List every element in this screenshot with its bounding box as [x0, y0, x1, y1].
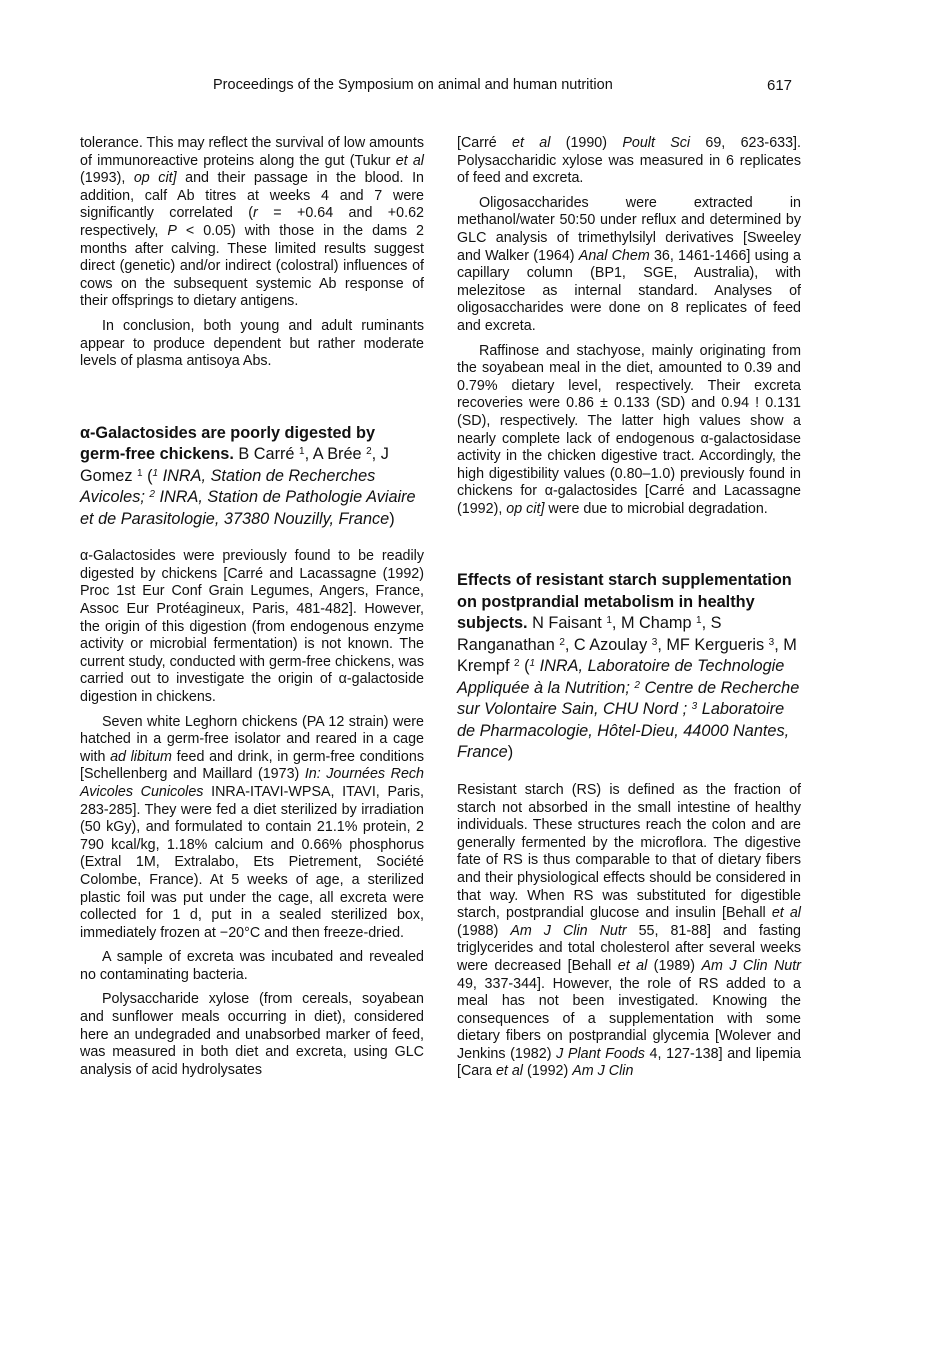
paragraph: [Carré et al (1990) Poult Sci 69, 623-633]. Polysaccharidic xylose was measured in 6 replicates of feed and excreta.	[457, 135, 801, 187]
paragraph: Resistant starch (RS) is defined as the fraction of starch not absorbed in the small intestine of healthy individuals. These structures reach the colon and are generally fermented by the microflora. The digestive fate of RS is thus comparable to that of dietary fibers and their physiological effects should be considered in that way. When RS was substituted for digestible starch, postprandial glucose and insulin [Behall et al (1988) Am J Clin Nutr 55, 81-88] and fasting triglycerides and total cholesterol after several weeks were decreased [Behall et al (1989) Am J Clin Nutr 49, 337-344]. However, the role of RS added to a meal has not been investigated. Knowing the consequences of a supplementation with some dietary fibers on postprandial glycemia [Wolever and Jenkins (1982) J Plant Foods 4, 127-138] and lipemia [Cara et al (1992) Am J Clin	[457, 781, 801, 1080]
abstract-heading: α-Galactosides are poorly digested by germ-free chickens. B Carré $^1$, A Brée $^2$, J Gomez $^1$ ($^1$ INRA, Station de Recherches Avicoles; $^2$ INRA, Station de Pathologie Aviaire et de Parasitologie, 37380 Nouzilly, France)	[80, 423, 416, 528]
abstract-title: α-Galactosides are poorly digested by germ-free chickens.	[80, 423, 376, 464]
paragraph: Oligosaccharides were extracted in methanol/water 50:50 under reflux and determined by GLC analysis of trimethylsilyl derivatives [Sweeley and Walker (1964) Anal Chem 36, 1461-1466] using a capillary column (BP1, SGE, Australia), with melezitose as internal standard. Analyses of oligosaccharides were done on 8 replicates of feed and excreta.	[457, 194, 801, 334]
running-title: Proceedings of the Symposium on animal and human nutrition	[213, 77, 613, 93]
right-column	[457, 135, 801, 1081]
left-column	[80, 135, 424, 1079]
paragraph: A sample of excreta was incubated and revealed no contaminating bacteria.	[80, 949, 424, 983]
paragraph: In conclusion, both young and adult ruminants appear to produce dependent but rather moderate levels of plasma antisoya Abs.	[80, 317, 424, 370]
running-header	[0, 77, 930, 97]
paragraph: Raffinose and stachyose, mainly originating from the soyabean meal in the diet, amounted to 0.39 and 0.79% dietary level, respectively. Their excreta recoveries were 0.86 ± 0.133 (SD) and 0.94 ! 0.131 (SD), respectively. The latter high values show a nearly complete lack of endogenous α-galactosidase activity in the chicken digestive tract. Accordingly, the high digestibility values (0.80–1.0) previously found in chickens for α-galactosides [Carré and Lacassagne (1992), op cit] were due to microbial degradation.	[457, 342, 801, 517]
paragraph: Polysaccharide xylose (from cereals, soyabean and sunflower meals occurring in diet), considered here an undegraded and unabsorbed marker of feed, was measured in both diet and excreta, using GLC analysis of acid hydrolysates	[80, 991, 424, 1078]
paragraph: Seven white Leghorn chickens (PA 12 strain) were hatched in a germ-free isolator and reared in a cage with ad libitum feed and drink, in germ-free conditions [Schellenberg and Maillard (1973) In: Journées Rech Avicoles Cunicoles INRA-ITAVI-WPSA, ITAVI, Paris, 283-285]. They were fed a diet sterilized by irradiation (50 kGy), and formulated to contain 21.1% protein, 2 790 kcal/kg, 1.18% calcium and 0.66% phosphorus (Extral 1M, Extralabo, Ets Pietrement, Société Colombe, France). At 5 weeks of age, a sterilized plastic foil was put under the cage, all excreta were collected for 1 d, put in a sealed sterilized box, immediately frozen at −20°C and then freeze-dried.	[80, 713, 424, 941]
abstract-title: Effects of resistant starch supplementation on postprandial metabolism in healthy subjects.	[457, 571, 792, 633]
abstract-heading: Effects of resistant starch supplementation on postprandial metabolism in healthy subjects. N Faisant $^1$, M Champ $^1$, S Ranganathan $^2$, C Azoulay $^3$, MF Kergueris $^3$, M Krempf $^2$ ($^1$ INRA, Laboratoire de Technologie Appliquée à la Nutrition; $^2$ Centre de Recherche sur Volontaire Sain, CHU Nord ; $^3$ Laboratoire de Pharmacologie, Hôtel-Dieu, 44000 Nantes, France)	[457, 571, 800, 762]
paragraph: α-Galactosides were previously found to be readily digested by chickens [Carré and Lacassagne (1992) Proc 1st Eur Conf Grain Legumes, Angers, France, Assoc Eur Protéagineux, Paris, 481-482]. However, the origin of this digestion (from endogenous enzyme activity or microbial fermentation) is not known. The current study, conducted with germ-free chickens, was carried out to investigate the origin of α-galactoside digestion in chickens.	[80, 548, 424, 705]
page-number: 617	[767, 77, 793, 94]
paragraph: tolerance. This may reflect the survival of low amounts of immunoreactive proteins along the gut (Tukur et al (1993), op cit] and their passage in the blood. In addition, calf Ab titres at weeks 4 and 7 were significantly correlated (r = +0.64 and +0.62 respectively, P < 0.05) with those in the dams 2 months after calving. These limited results suggest direct (genetic) and/or indirect (colostral) influences of cows on the subsequent systemic Ab response of their offsprings to dietary antigens.	[80, 135, 424, 310]
